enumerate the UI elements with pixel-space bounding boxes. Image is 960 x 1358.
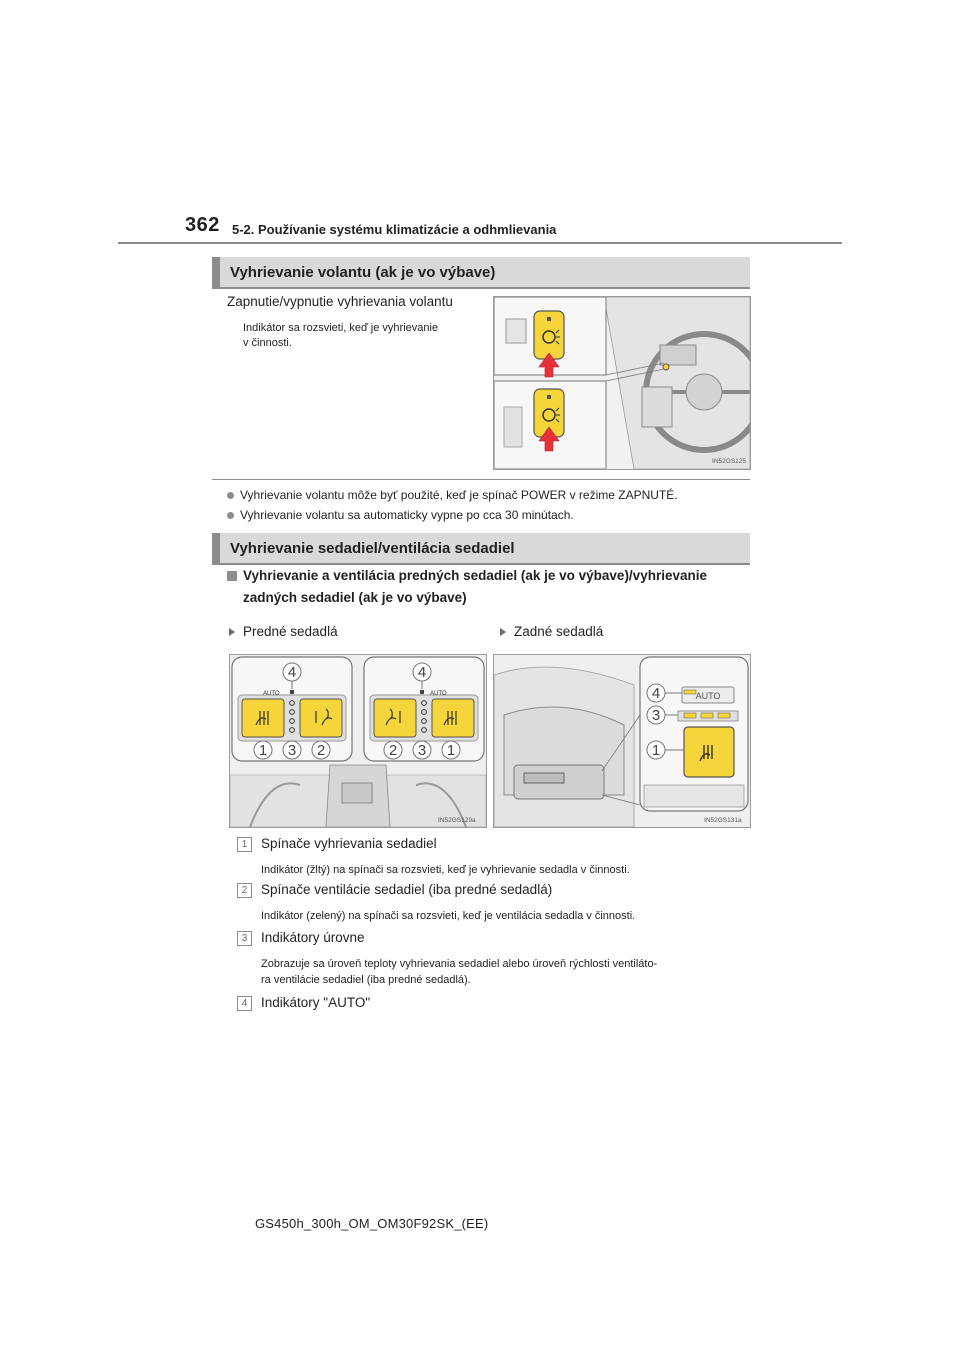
bullet-icon	[227, 512, 234, 519]
footer-model-code: GS450h_300h_OM_OM30F92SK_(EE)	[255, 1216, 489, 1231]
auto-label-rear: AUTO	[695, 691, 721, 701]
bullet-text-power: Vyhrievanie volantu môže byť použité, keď je spínač POWER v režime ZAPNUTÉ.	[240, 488, 678, 502]
section-divider	[212, 479, 750, 480]
steering-heater-illustration	[494, 297, 750, 469]
front-seats-label	[229, 624, 338, 639]
auto-label-right: AUTO	[430, 691, 447, 697]
bullet-item	[227, 488, 678, 502]
callout-3: 3	[287, 742, 297, 759]
bullet-text-timeout: Vyhrievanie volantu sa automaticky vypne po cca 30 minútach.	[240, 508, 574, 522]
callout-2: 2	[388, 742, 398, 759]
chapter-title: 5-2. Používanie systému klimatizácie a odhmlievania	[232, 222, 557, 237]
front-seats-text: Predné sedadlá	[243, 624, 338, 639]
triangle-bullet-icon	[229, 628, 235, 636]
legend-number-1: 1	[237, 837, 252, 852]
front-seats-figure	[229, 654, 487, 828]
callout-1: 1	[651, 742, 661, 759]
rear-figure-code: IN52GS131a	[704, 817, 742, 824]
callout-1: 1	[258, 742, 268, 759]
rear-seats-text: Zadné sedadlá	[514, 624, 604, 639]
callout-3: 3	[417, 742, 427, 759]
callout-4: 4	[651, 685, 661, 702]
triangle-bullet-icon	[500, 628, 506, 636]
legend-desc-3-line2: ra ventilácie sedadiel (iba predné sedadlá).	[261, 974, 471, 986]
steering-indicator-note-line1: Indikátor sa rozsvieti, keď je vyhrievanie	[243, 322, 439, 334]
seat-subheading-line2: zadných sedadiel (ak je vo výbave)	[243, 590, 467, 605]
bullet-item	[227, 508, 574, 522]
callout-4-left: 4	[287, 664, 297, 681]
steering-heater-instruction: Zapnutie/vypnutie vyhrievania volantu	[227, 294, 453, 309]
auto-label-left: AUTO	[263, 691, 280, 697]
legend-number-4: 4	[237, 996, 252, 1011]
callout-2: 2	[316, 742, 326, 759]
legend-title-1: Spínače vyhrievania sedadiel	[261, 836, 437, 851]
legend-title-3: Indikátory úrovne	[261, 930, 365, 945]
bullet-icon	[227, 492, 234, 499]
callout-4-right: 4	[417, 664, 427, 681]
steering-heater-figure	[493, 296, 751, 470]
callout-3: 3	[651, 707, 661, 724]
page-number: 362	[185, 214, 220, 236]
front-figure-code: IN52GS129a	[438, 817, 476, 824]
section-heading-seat-heater	[212, 533, 750, 563]
seat-subheading-line1: Vyhrievanie a ventilácia predných sedadiel (ak je vo výbave)/vyhrievanie	[243, 568, 707, 583]
section-heading-steering-heater	[212, 257, 750, 287]
legend-title-4: Indikátory "AUTO"	[261, 995, 371, 1010]
legend-desc-2: Indikátor (zelený) na spínači sa rozsvieti, keď je ventilácia sedadla v činnosti.	[261, 910, 636, 922]
square-bullet-icon	[227, 571, 237, 581]
legend-desc-3-line1: Zobrazuje sa úroveň teploty vyhrievania sedadiel alebo úroveň rýchlosti ventiláto-	[261, 958, 658, 970]
front-seats-illustration	[230, 655, 486, 827]
legend-number-2: 2	[237, 883, 252, 898]
header-divider	[118, 242, 842, 244]
rear-seats-illustration	[494, 655, 750, 827]
section-title: Vyhrievanie sedadiel/ventilácia sedadiel	[230, 539, 515, 557]
section-title: Vyhrievanie volantu (ak je vo výbave)	[230, 263, 496, 281]
rear-seats-label	[500, 624, 603, 639]
legend-desc-1: Indikátor (žltý) na spínači sa rozsvieti, keď je vyhrievanie sedadla v činnosti.	[261, 864, 630, 876]
legend-title-2: Spínače ventilácie sedadiel (iba predné sedadlá)	[261, 882, 553, 897]
figure-code: IN52GS125	[712, 458, 746, 465]
legend-number-3: 3	[237, 931, 252, 946]
rear-seats-figure	[493, 654, 751, 828]
steering-indicator-note-line2: v činnosti.	[243, 337, 292, 349]
callout-1: 1	[446, 742, 456, 759]
